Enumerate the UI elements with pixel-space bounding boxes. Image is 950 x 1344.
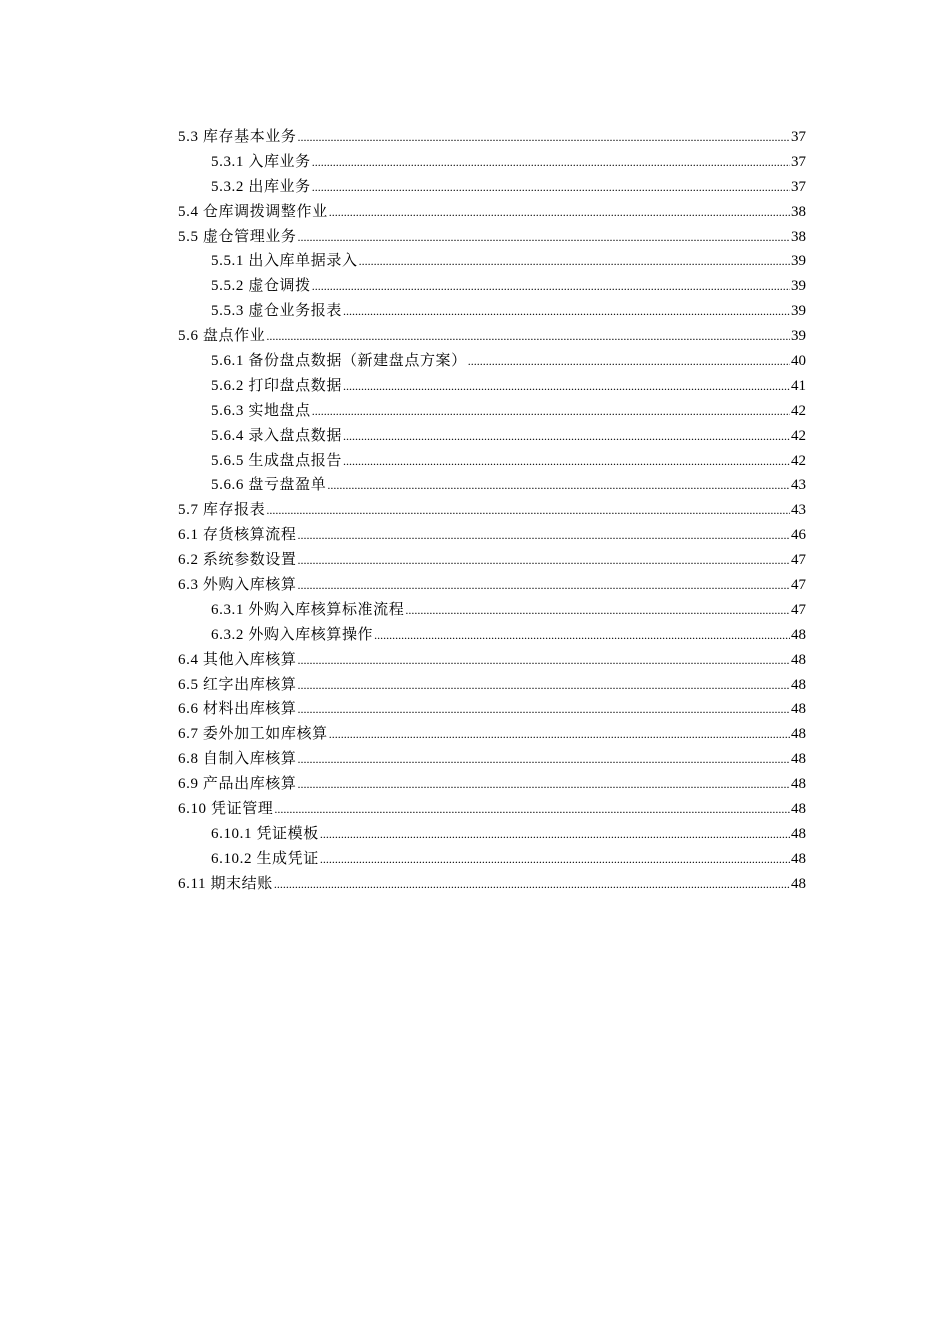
toc-entry[interactable] (178, 598, 806, 623)
toc-entry-page-number: 37 (791, 129, 806, 145)
toc-dot-leader (298, 548, 790, 573)
toc-dot-leader (298, 747, 790, 772)
toc-entry-title: 5.3.1 入库业务 (211, 153, 311, 170)
toc-entry-title: 6.9 产品出库核算 (178, 776, 297, 793)
toc-entry-page-number: 48 (791, 651, 806, 668)
toc-entry-page-number: 40 (791, 353, 806, 370)
toc-dot-leader (468, 349, 790, 374)
toc-entry-title: 6.10.2 生成凭证 (211, 850, 319, 867)
toc-entry-title: 6.4 其他入库核算 (178, 651, 297, 668)
toc-dot-leader (298, 125, 790, 150)
toc-dot-leader (320, 847, 790, 872)
toc-dot-leader (312, 175, 790, 200)
toc-entry-page-number: 38 (791, 203, 806, 220)
toc-dot-leader (405, 598, 790, 623)
toc-entry-title: 5.6.6 盘亏盘盈单 (211, 477, 327, 494)
toc-entry-page-number: 46 (791, 527, 806, 544)
toc-dot-leader (266, 498, 790, 523)
toc-dot-leader (274, 872, 790, 897)
toc-dot-leader (343, 299, 790, 324)
toc-entry-page-number: 39 (791, 328, 806, 345)
table-of-contents (178, 125, 806, 897)
toc-entry-page-number: 38 (791, 228, 806, 245)
toc-entry-title: 6.10.1 凭证模板 (211, 825, 319, 842)
toc-entry-title: 6.1 存货核算流程 (178, 527, 297, 544)
toc-entry[interactable] (178, 349, 806, 374)
toc-entry-title: 5.7 库存报表 (178, 502, 266, 519)
toc-entry-title: 6.7 委外加工如库核算 (178, 726, 328, 743)
toc-entry-page-number: 43 (791, 502, 806, 519)
toc-dot-leader (312, 399, 790, 424)
toc-entry-title: 5.6.2 打印盘点数据 (211, 377, 342, 394)
toc-dot-leader (298, 697, 790, 722)
toc-entry[interactable] (178, 249, 806, 274)
toc-entry-title: 5.5.1 出入库单据录入 (211, 253, 358, 270)
toc-dot-leader (312, 274, 790, 299)
toc-entry[interactable] (178, 673, 806, 698)
toc-entry-page-number: 47 (791, 601, 806, 618)
toc-entry-title: 6.11 期末结账 (178, 875, 273, 892)
toc-entry-title: 6.6 材料出库核算 (178, 701, 297, 718)
toc-entry-title: 6.3 外购入库核算 (178, 577, 297, 594)
toc-entry-title: 5.5.3 虚仓业务报表 (211, 303, 342, 320)
toc-entry-page-number: 42 (791, 427, 806, 444)
toc-dot-leader (298, 573, 790, 598)
toc-entry[interactable] (178, 399, 806, 424)
toc-entry[interactable] (178, 648, 806, 673)
toc-entry-page-number: 37 (791, 153, 806, 170)
toc-entry-title: 6.3.1 外购入库核算标准流程 (211, 601, 405, 618)
toc-entry[interactable] (178, 498, 806, 523)
toc-entry[interactable] (178, 225, 806, 250)
toc-entry-title: 5.4 仓库调拨调整作业 (178, 203, 328, 220)
toc-entry-page-number: 48 (791, 825, 806, 842)
toc-entry-title: 5.6.1 备份盘点数据（新建盘点方案） (211, 353, 467, 370)
toc-dot-leader (312, 150, 790, 175)
toc-entry-page-number: 39 (791, 303, 806, 320)
toc-entry[interactable] (178, 473, 806, 498)
toc-dot-leader (298, 225, 790, 250)
toc-entry-title: 5.3 库存基本业务 (178, 129, 297, 145)
toc-entry[interactable] (178, 847, 806, 872)
toc-dot-leader (329, 722, 790, 747)
toc-entry-title: 5.6.5 生成盘点报告 (211, 452, 342, 469)
toc-entry-page-number: 48 (791, 701, 806, 718)
toc-entry-page-number: 39 (791, 253, 806, 270)
toc-entry-page-number: 48 (791, 726, 806, 743)
toc-entry[interactable] (178, 573, 806, 598)
toc-dot-leader (266, 324, 790, 349)
toc-entry-title: 5.3.2 出库业务 (211, 178, 311, 195)
toc-dot-leader (327, 473, 790, 498)
toc-entry-title: 6.10 凭证管理 (178, 801, 274, 818)
toc-entry-page-number: 42 (791, 402, 806, 419)
toc-entry[interactable] (178, 424, 806, 449)
toc-entry-title: 5.5 虚仓管理业务 (178, 228, 297, 245)
toc-entry[interactable] (178, 623, 806, 648)
toc-dot-leader (274, 797, 790, 822)
toc-entry[interactable] (178, 548, 806, 573)
toc-entry[interactable] (178, 324, 806, 349)
toc-entry[interactable] (178, 872, 806, 897)
toc-entry[interactable] (178, 697, 806, 722)
toc-entry[interactable] (178, 175, 806, 200)
toc-entry-page-number: 47 (791, 577, 806, 594)
toc-entry-title: 5.6 盘点作业 (178, 328, 266, 345)
toc-dot-leader (374, 623, 790, 648)
toc-dot-leader (329, 200, 790, 225)
toc-entry-page-number: 39 (791, 278, 806, 295)
toc-entry-page-number: 48 (791, 751, 806, 768)
toc-entry-page-number: 42 (791, 452, 806, 469)
toc-entry[interactable] (178, 523, 806, 548)
toc-entry[interactable] (178, 299, 806, 324)
toc-entry-page-number: 43 (791, 477, 806, 494)
toc-entry-page-number: 48 (791, 875, 806, 892)
toc-entry-title: 5.5.2 虚仓调拨 (211, 278, 311, 295)
toc-dot-leader (320, 822, 790, 847)
toc-entry-title: 6.5 红字出库核算 (178, 676, 297, 693)
toc-dot-leader (343, 449, 790, 474)
toc-entry[interactable] (178, 125, 806, 150)
toc-entry[interactable] (178, 797, 806, 822)
toc-dot-leader (343, 424, 790, 449)
toc-entry[interactable] (178, 822, 806, 847)
toc-entry-page-number: 41 (791, 377, 806, 394)
toc-entry-page-number: 48 (791, 626, 806, 643)
toc-dot-leader (298, 523, 790, 548)
toc-entry-page-number: 48 (791, 676, 806, 693)
toc-entry[interactable] (178, 722, 806, 747)
toc-entry-page-number: 37 (791, 178, 806, 195)
toc-entry[interactable] (178, 772, 806, 797)
toc-entry-page-number: 47 (791, 552, 806, 569)
toc-dot-leader (298, 772, 790, 797)
toc-entry-page-number: 48 (791, 776, 806, 793)
toc-dot-leader (359, 249, 790, 274)
toc-entry-page-number: 48 (791, 850, 806, 867)
toc-dot-leader (298, 673, 790, 698)
toc-dot-leader (343, 374, 790, 399)
toc-entry-title: 6.3.2 外购入库核算操作 (211, 626, 374, 643)
toc-entry[interactable] (178, 747, 806, 772)
toc-entry[interactable] (178, 200, 806, 225)
toc-entry[interactable] (178, 274, 806, 299)
toc-dot-leader (298, 648, 790, 673)
toc-entry-title: 5.6.3 实地盘点 (211, 402, 311, 419)
toc-entry-page-number: 48 (791, 801, 806, 818)
toc-entry[interactable] (178, 150, 806, 175)
toc-entry-title: 6.2 系统参数设置 (178, 552, 297, 569)
toc-entry[interactable] (178, 374, 806, 399)
toc-entry[interactable] (178, 449, 806, 474)
toc-entry-title: 6.8 自制入库核算 (178, 751, 297, 768)
toc-entry-title: 5.6.4 录入盘点数据 (211, 427, 342, 444)
